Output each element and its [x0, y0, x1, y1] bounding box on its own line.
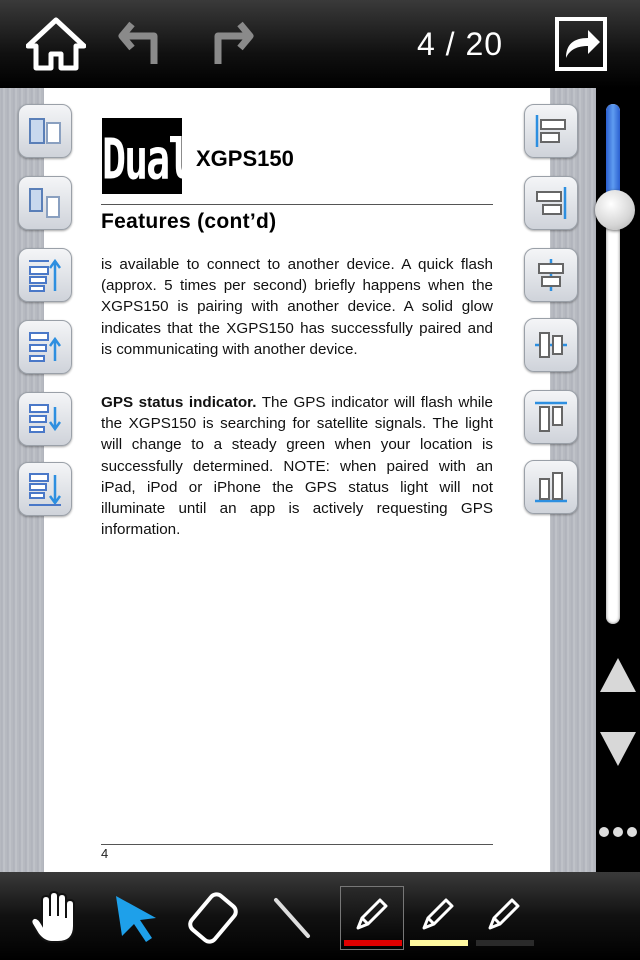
- section-heading: Features (cont’d): [101, 210, 277, 233]
- move-to-bottom-button[interactable]: [18, 462, 72, 516]
- layout-two-pane-icon: [27, 113, 63, 149]
- align-top-icon: [533, 399, 569, 435]
- scroll-up-icon[interactable]: [598, 656, 638, 694]
- paragraph-2-text: The GPS indicator will flash while the XGPS150 is searching for satellite signals. The light will change to a steady green when your location is successfully determined. NOTE: when paired with an iPad, iPod or iPhone the GPS status light will not illuminate until an app is actively requesting GPS information.: [101, 394, 493, 539]
- line-icon[interactable]: [272, 896, 312, 940]
- move-up-button[interactable]: [18, 320, 72, 374]
- pen-black-color-bar: [476, 940, 534, 946]
- more-icon[interactable]: [598, 824, 638, 840]
- move-to-top-button[interactable]: [18, 248, 72, 302]
- move-to-bottom-icon: [27, 471, 63, 507]
- share-arrow-icon[interactable]: [554, 16, 610, 72]
- align-left-button[interactable]: [524, 104, 578, 158]
- page-footer-number: 4: [101, 846, 109, 861]
- move-to-top-icon: [27, 257, 63, 293]
- pencil-icon: [352, 894, 392, 934]
- pencil-icon: [484, 894, 524, 934]
- move-down-button[interactable]: [18, 392, 72, 446]
- align-center-horizontal-button[interactable]: [524, 248, 578, 302]
- page-indicator: 4 / 20: [416, 26, 504, 62]
- align-center-horizontal-icon: [533, 257, 569, 293]
- align-center-vertical-button[interactable]: [524, 318, 578, 372]
- pointer-arrow-icon[interactable]: [112, 892, 162, 944]
- paragraph-2: [101, 392, 493, 540]
- pencil-icon: [418, 894, 458, 934]
- align-right-icon: [533, 185, 569, 221]
- align-right-button[interactable]: [524, 176, 578, 230]
- align-bottom-button[interactable]: [524, 460, 578, 514]
- align-bottom-icon: [533, 469, 569, 505]
- document-workspace: [0, 88, 596, 872]
- undo-arrow-icon[interactable]: [118, 20, 168, 68]
- eraser-icon[interactable]: [186, 890, 242, 946]
- document-page[interactable]: [44, 88, 550, 872]
- home-icon[interactable]: [26, 16, 86, 72]
- bottom-toolbar: [0, 872, 640, 960]
- move-up-icon: [27, 329, 63, 365]
- paragraph-1: is available to connect to another device. A quick flash (approx. 5 times per second) briefly happens when the XGPS150 is pairing with another device. A solid glow indicates that the XGPS150 has successfully paired and is communicating with another device.: [101, 256, 493, 358]
- pen-red-color-bar: [344, 940, 402, 946]
- header-divider: [101, 204, 493, 205]
- move-down-icon: [27, 401, 63, 437]
- scroll-down-icon[interactable]: [598, 730, 638, 768]
- pen-yellow-color-bar: [410, 940, 468, 946]
- top-toolbar: [0, 0, 640, 88]
- layout-split-button[interactable]: [18, 176, 72, 230]
- redo-arrow-icon[interactable]: [204, 20, 254, 68]
- dual-logo: Dual: [102, 118, 182, 194]
- align-top-button[interactable]: [524, 390, 578, 444]
- align-center-vertical-icon: [533, 327, 569, 363]
- layout-split-icon: [27, 185, 63, 221]
- vertical-slider-track[interactable]: [606, 104, 620, 624]
- align-left-icon: [533, 113, 569, 149]
- paragraph-2-lead: GPS status indicator.: [101, 394, 257, 411]
- layout-two-pane-button[interactable]: [18, 104, 72, 158]
- hand-icon[interactable]: [28, 890, 80, 946]
- footer-divider: [101, 844, 493, 845]
- document-model: XGPS150: [196, 146, 294, 171]
